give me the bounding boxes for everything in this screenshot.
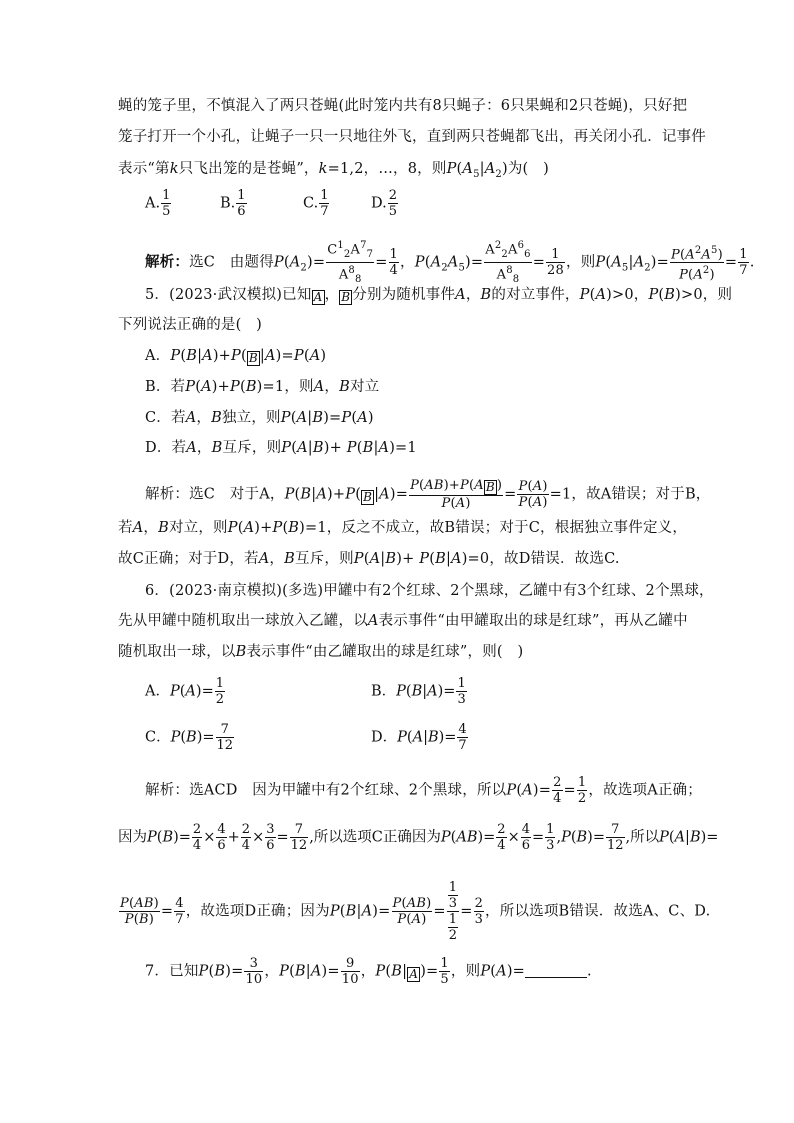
problem6-option-b[interactable]: B．P(B|A)= $\frac{1}{3}$ [371, 676, 466, 707]
problem4-option-a[interactable]: A. $\frac{1}{5}$ [145, 188, 171, 219]
problem6-solution-line2: 因为P(B)= $\frac{2}{4}$ × $\frac{4}{6}$ + $\frac{2}{4}$ × $\frac{3}{6}$ = $\frac{7}{12}$ ,所以选项C正确因为P(AB)= $\frac{2}{4}$ × $\frac{4}{6}$ = $\frac{1}{3}$ ,P(B)= $\frac{7}{12}$ ,所以P(A|B)= [118, 822, 719, 853]
problem6-option-c[interactable]: C．P(B)= $\frac{7}{12}$ [145, 722, 234, 753]
problem5-option-b[interactable]: B．若P(A)+P(B)=1，则A，B对立 [145, 379, 380, 395]
problem4-line2: 笼子打开一个小孔，让蝇子一只一只地往外飞，直到两只苍蝇都飞出，再关闭小孔．记事件 [118, 129, 706, 145]
problem4-option-d[interactable]: D. $\frac{2}{5}$ [371, 188, 397, 219]
problem6-solution-line1: 解析：选ACD 因为甲罐中有2个红球、2个黑球，所以P(A)= $\frac{2}{4}$ = $\frac{1}{2}$ ，故选项A正确； [145, 775, 702, 806]
problem4-option-b[interactable]: B. $\frac{1}{6}$ [220, 188, 246, 219]
problem5-stem-line1: 5．(2023·武汉模拟)已知 A ， B 分别为随机事件A，B的对立事件，P(A)>0，P(B)>0，则 [145, 287, 733, 304]
problem5-solution-line2: 若A，B对立，则P(A)+P(B)=1，反之不成立，故B错误；对于C，根据独立事件定义， [118, 520, 688, 536]
problem5-option-c[interactable]: C．若A，B独立，则P(A|B)=P(A) [145, 410, 374, 426]
problem6-stem-line3: 随机取出一球，以B表示事件“由乙罐取出的球是红球”，则( ) [118, 644, 524, 660]
problem5-solution-line1: 解析：选C 对于A，P(B|A)+P( B |A)= $\frac{\text{P(AB)+P(A B )}}{P(A)}$ = $\frac{P(A)}{P(A)}$ =1，故A错误；对于B， [145, 478, 711, 511]
problem6-stem-line1: 6．(2023·南京模拟)(多选)甲罐中有2个红球、2个黑球，乙罐中有3个红球、2个黑球， [145, 583, 714, 599]
problem7-stem: 7．已知P(B)= $\frac{3}{10}$ ，P(B|A)= $\frac{9}{10}$ ，P(B| A )= $\frac{1}{5}$ ，则P(A)= . [145, 956, 592, 987]
problem6-solution-line3: $\frac{P(AB)}{P(B)}$ = $\frac{4}{7}$ ，故选项D正确；因为P(B|A)= $\frac{P(AB)}{P(A)}$ = $\frac{\frac{1}{3}}{\frac{1}{2}}$ = $\frac{2}{3}$ ，所以选项B错误．故选A、C、D. [120, 880, 711, 943]
problem6-option-a[interactable]: A．P(A)= $\frac{1}{2}$ [145, 676, 224, 707]
problem6-option-d[interactable]: D．P(A|B)= $\frac{4}{7}$ [371, 722, 467, 753]
problem5-option-a[interactable]: A．P(B|A)+P( B |A)=P(A) [145, 348, 327, 365]
problem4-line1: 蝇的笼子里，不慎混入了两只苍蝇(此时笼内共有8只蝇子：6只果蝇和2只苍蝇)，只好把 [118, 98, 688, 114]
problem5-solution-line3: 故C正确；对于D，若A，B互斥，则P(A|B)+ P(B|A)=0，故D错误．故选C. [118, 551, 620, 567]
problem4-solution: 解析：选C 由题得$P(A_2)=$ $\frac{C^1_2A^7_7}{A^8_8}$ = $\frac{1}{4}$ ，$P(A_2A_5)=$ $\frac{A^2_2A^6_6}{A^8_8}$ = $\frac{1}{28}$ ，则$P(A_5|A_2)=$ $\frac{P(A^2A^5)}{P(A^2)}$ = $\frac{1}{7}$ . [145, 240, 755, 285]
problem5-option-d[interactable]: D．若A，B互斥，则P(A|B)+ P(B|A)=1 [145, 440, 417, 456]
answer-blank[interactable] [525, 977, 587, 978]
problem4-option-c[interactable]: C. $\frac{1}{7}$ [303, 188, 329, 219]
problem4-line3: 表示“第k只飞出笼的是苍蝇”，k=1,2，…，8，则$P(A_5|A_2)$为( ) [118, 161, 549, 180]
problem6-stem-line2: 先从甲罐中随机取出一球放入乙罐，以A表示事件“由甲罐取出的球是红球”，再从乙罐中 [118, 613, 688, 629]
problem5-stem-line2: 下列说法正确的是( ) [118, 317, 263, 333]
